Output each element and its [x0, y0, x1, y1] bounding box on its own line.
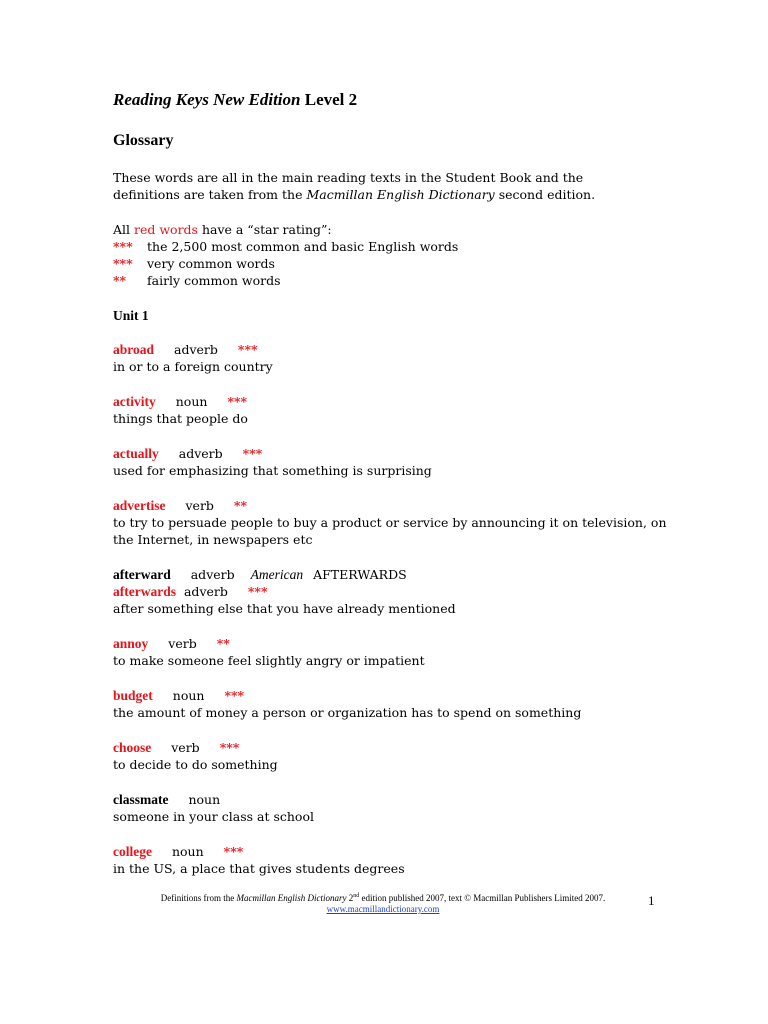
- headword: abroad: [113, 342, 155, 357]
- headword: college: [113, 844, 152, 859]
- footer-dictionary-name: Macmillan English Dictionary: [236, 893, 347, 903]
- unit-heading: Unit 1: [113, 308, 149, 323]
- footer-prefix: Definitions from the: [160, 893, 237, 903]
- part-of-speech: verb: [168, 636, 197, 651]
- part-of-speech: noun: [175, 394, 208, 409]
- part-of-speech: noun: [171, 844, 204, 859]
- part-of-speech: noun: [188, 792, 221, 807]
- definition: to try to persuade people to buy a product or service by announcing it on television, on the Internet, in newspapers etc: [113, 515, 667, 547]
- alternative-form: AFTERWARDS: [313, 567, 407, 582]
- part-of-speech: verb: [171, 740, 200, 755]
- headword: annoy: [113, 636, 149, 651]
- star-rating: ***: [219, 740, 240, 755]
- document-title: [113, 90, 357, 110]
- glossary-entry-activity: [113, 393, 673, 427]
- star-intro-red-words: red words: [134, 222, 198, 237]
- star-rating: **: [233, 498, 247, 513]
- part-of-speech: adverb: [178, 446, 223, 461]
- headword: classmate: [113, 792, 169, 807]
- star-rating: ***: [223, 844, 244, 859]
- glossary-entry-classmate: [113, 791, 673, 825]
- star-intro-prefix: All: [113, 222, 134, 237]
- glossary-entry-advertise: [113, 497, 673, 548]
- glossary-entry-actually: [113, 445, 673, 479]
- glossary-entry-budget: [113, 687, 673, 721]
- rating-stars: ***: [113, 256, 133, 271]
- page-footer: [113, 891, 653, 915]
- definition: to make someone feel slightly angry or impatient: [113, 653, 425, 668]
- definition: in the US, a place that gives students degrees: [113, 861, 405, 876]
- definition: used for emphasizing that something is surprising: [113, 463, 432, 478]
- star-rating-list: [113, 238, 458, 289]
- rating-description: the 2,500 most common and basic English words: [147, 239, 459, 254]
- intro-text-2: second edition.: [494, 187, 596, 202]
- definition: the amount of money a person or organization has to spend on something: [113, 705, 582, 720]
- headword: choose: [113, 740, 152, 755]
- part-of-speech: verb: [185, 498, 214, 513]
- part-of-speech: adverb: [183, 584, 228, 599]
- definition: after something else that you have already mentioned: [113, 601, 456, 616]
- star-rating: ***: [247, 584, 268, 599]
- intro-paragraph: [113, 169, 653, 203]
- glossary-entry-annoy: [113, 635, 673, 669]
- title-book-name: Reading Keys New Edition: [113, 90, 301, 109]
- footer-edition-suffix: nd: [353, 893, 360, 899]
- glossary-entries: [113, 341, 673, 895]
- page-number: 1: [648, 893, 655, 908]
- intro-dictionary-name: Macmillan English Dictionary: [306, 187, 495, 202]
- footer-suffix: edition published 2007, text © Macmillan Publishers Limited 2007.: [359, 893, 606, 903]
- glossary-entry-abroad: [113, 341, 673, 375]
- definition: someone in your class at school: [113, 809, 314, 824]
- part-of-speech: adverb: [190, 567, 235, 582]
- rating-row: [113, 272, 458, 289]
- star-rating: ***: [242, 446, 263, 461]
- rating-stars: ***: [113, 239, 133, 254]
- variety-label: American: [250, 567, 304, 582]
- glossary-entry-afterward: [113, 566, 673, 617]
- headword-variant: afterwards: [113, 584, 176, 599]
- part-of-speech: adverb: [174, 342, 218, 357]
- intro-text-1: These words are all in the main reading texts in the Student Book and the definitions are taken from the: [113, 170, 584, 202]
- star-rating: ***: [237, 342, 258, 357]
- definition: to decide to do something: [113, 757, 278, 772]
- definition: in or to a foreign country: [113, 359, 273, 374]
- footer-edition: 2: [346, 893, 354, 903]
- headword: afterward: [113, 567, 171, 582]
- headword: budget: [113, 688, 153, 703]
- star-rating: ***: [224, 688, 245, 703]
- star-rating: **: [216, 636, 230, 651]
- definition: things that people do: [113, 411, 248, 426]
- headword: actually: [113, 446, 159, 461]
- glossary-entry-college: [113, 843, 673, 877]
- rating-description: fairly common words: [147, 273, 281, 288]
- rating-description: very common words: [147, 256, 275, 271]
- part-of-speech: noun: [172, 688, 205, 703]
- rating-row: [113, 255, 458, 272]
- dictionary-website-link[interactable]: www.macmillandictionary.com: [326, 904, 440, 914]
- headword: activity: [113, 394, 156, 409]
- title-level: Level 2: [304, 90, 358, 109]
- rating-stars: **: [113, 273, 127, 288]
- glossary-entry-choose: [113, 739, 673, 773]
- rating-row: [113, 238, 458, 255]
- headword: advertise: [113, 498, 166, 513]
- star-rating: ***: [227, 394, 248, 409]
- section-heading: Glossary: [113, 132, 174, 149]
- star-rating-intro: [113, 221, 332, 238]
- star-intro-suffix: have a “star rating”:: [197, 222, 332, 237]
